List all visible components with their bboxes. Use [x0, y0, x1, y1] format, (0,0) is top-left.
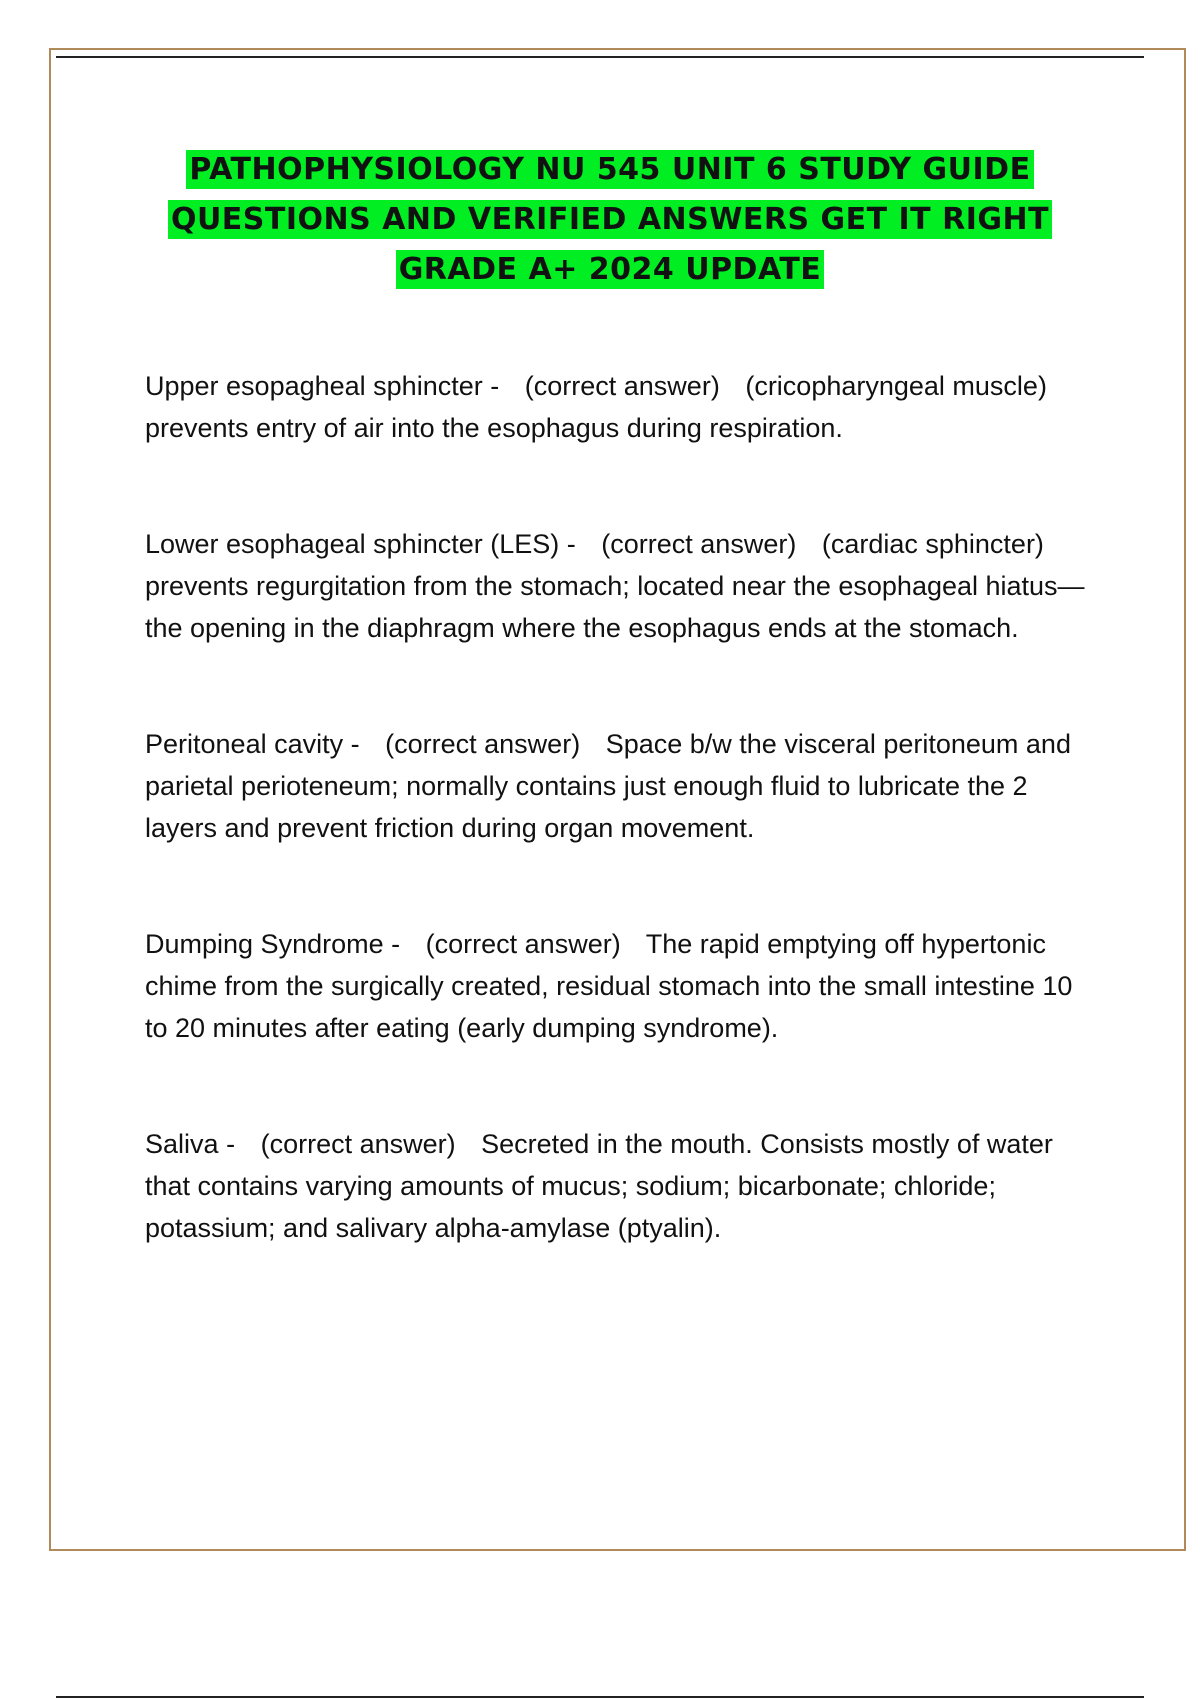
qa-entries [145, 365, 1095, 1249]
title-line-3: GRADE A+ 2024 UPDATE [396, 250, 825, 289]
entry-term: Peritoneal cavity [145, 729, 344, 759]
entry-definition: (cricopharyngeal muscle) prevents entry of air into the esophagus during respiration. [145, 371, 1047, 443]
entry-separator: - [350, 729, 360, 759]
title-line-1: PATHOPHYSIOLOGY NU 545 UNIT 6 STUDY GUIDE [186, 150, 1033, 189]
qa-entry-peritoneal-cavity [145, 723, 1095, 849]
entry-term: Dumping Syndrome [145, 929, 384, 959]
correct-answer-tag: (correct answer) [425, 929, 621, 959]
entry-definition: (cardiac sphincter) prevents regurgitation from the stomach; located near the esophageal hiatus—the opening in the diaphragm where the esophagus ends at the stomach. [145, 529, 1085, 643]
entry-definition: Space b/w the visceral peritoneum and parietal perioteneum; normally contains just enough fluid to lubricate the 2 layers and prevent friction during organ movement. [145, 729, 1071, 843]
qa-entry-upper-esophageal-sphincter [145, 365, 1095, 449]
bottom-rule [56, 1696, 1144, 1698]
correct-answer-tag: (correct answer) [524, 371, 720, 401]
entry-separator: - [226, 1129, 236, 1159]
entry-separator: - [490, 371, 500, 401]
qa-entry-lower-esophageal-sphincter [145, 523, 1095, 649]
entry-definition: The rapid emptying off hypertonic chime from the surgically created, residual stomach into the small intestine 10 to 20 minutes after eating (early dumping syndrome). [145, 929, 1073, 1043]
entry-separator: - [391, 929, 401, 959]
entry-separator: - [566, 529, 576, 559]
entry-term: Lower esophageal sphincter (LES) [145, 529, 560, 559]
correct-answer-tag: (correct answer) [260, 1129, 456, 1159]
document-title [140, 145, 1080, 295]
entry-term: Upper esopagheal sphincter [145, 371, 483, 401]
qa-entry-saliva [145, 1123, 1095, 1249]
correct-answer-tag: (correct answer) [601, 529, 797, 559]
title-line-2: QUESTIONS AND VERIFIED ANSWERS GET IT RIGHT [168, 200, 1052, 239]
entry-definition: Secreted in the mouth. Consists mostly of water that contains varying amounts of mucus; sodium; bicarbonate; chloride; potassium; and salivary alpha-amylase (ptyalin). [145, 1129, 1053, 1243]
entry-term: Saliva [145, 1129, 219, 1159]
qa-entry-dumping-syndrome [145, 923, 1095, 1049]
correct-answer-tag: (correct answer) [385, 729, 581, 759]
